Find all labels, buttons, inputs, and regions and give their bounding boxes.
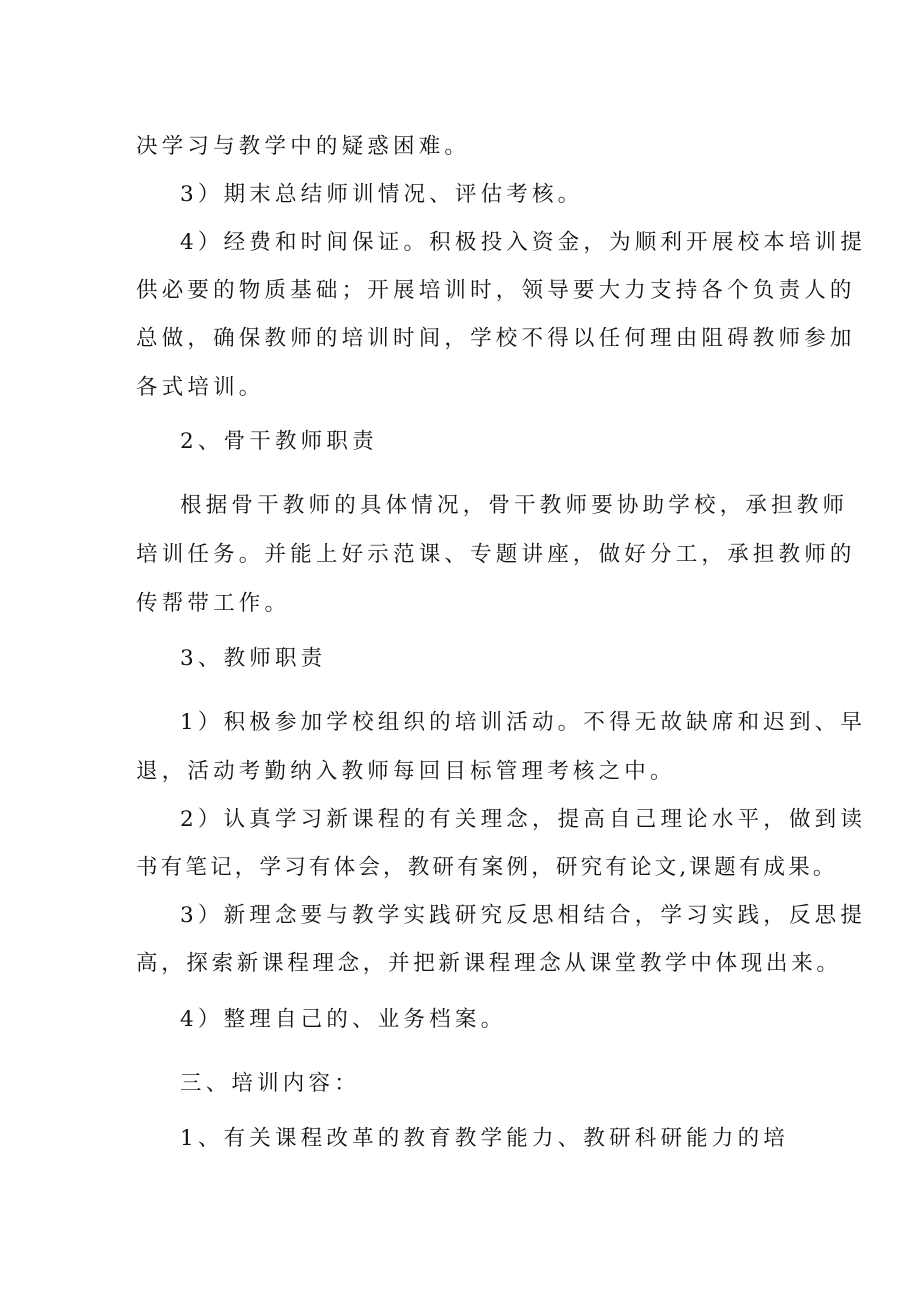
text-line-item-4: 4）经费和时间保证。积极投入资金，为顺利开展校本培训提: [180, 230, 867, 255]
section-heading-backbone-teacher-duties: 2、骨干教师职责: [180, 429, 378, 454]
text-line-item-4-cont-2: 总做，确保教师的培训时间，学校不得以任何理由阻碍教师参加: [136, 326, 856, 351]
text-line-duty-4: 4）整理自己的、业务档案。: [180, 1007, 507, 1032]
text-line-content-1: 1、有关课程改革的教育教学能力、教研科研能力的培: [180, 1126, 789, 1151]
text-line-duty-3-cont: 高，探索新课程理念，并把新课程理念从课堂教学中体现出来。: [136, 951, 842, 976]
text-line-duty-1-cont: 退，活动考勤纳入教师每回目标管理考核之中。: [136, 759, 676, 784]
text-line-backbone-para-3: 传帮带工作。: [136, 591, 291, 616]
text-line-duty-3: 3）新理念要与教学实践研究反思相结合，学习实践，反思提: [180, 903, 867, 928]
text-line-backbone-para-1: 根据骨干教师的具体情况，骨干教师要协助学校，承担教师: [180, 493, 849, 518]
text-line-backbone-para-2: 培训任务。并能上好示范课、专题讲座，做好分工，承担教师的: [136, 542, 856, 567]
section-heading-training-content: 三、培训内容：: [180, 1071, 360, 1096]
section-heading-teacher-duties: 3、教师职责: [180, 646, 327, 671]
text-line-item-4-cont-1: 供必要的物质基础；开展培训时，领导要大力支持各个负责人的: [136, 278, 856, 303]
text-line-duty-2-cont: 书有笔记，学习有体会，教研有案例，研究有论文,课题有成果。: [136, 855, 838, 880]
text-line-continuation-1: 决学习与教学中的疑惑困难。: [136, 134, 471, 159]
text-line-duty-1: 1）积极参加学校组织的培训活动。不得无故缺席和迟到、早: [180, 710, 867, 735]
text-line-duty-2: 2）认真学习新课程的有关理念，提高自己理论水平，做到读: [180, 807, 867, 832]
text-line-item-3: 3）期末总结师训情况、评估考核。: [180, 182, 584, 207]
text-line-item-4-cont-3: 各式培训。: [136, 375, 265, 400]
